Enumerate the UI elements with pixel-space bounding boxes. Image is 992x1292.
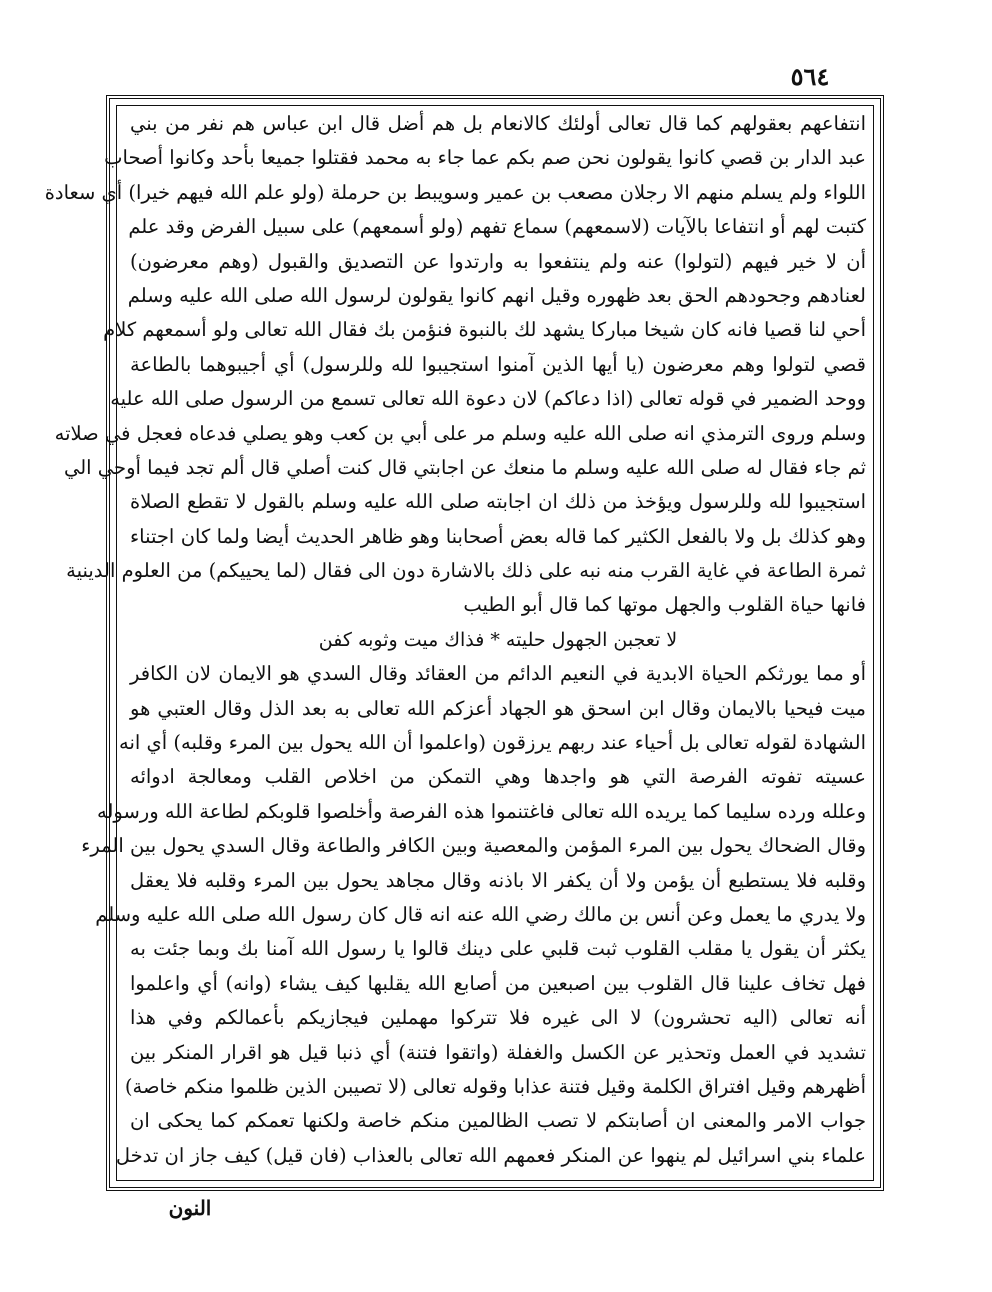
page-frame	[44, 95, 884, 1191]
text-line: ووحد الضمير في قوله تعالى (اذا دعاكم) لان دعوة الله تعالى تسمع من الرسول صلى الله عليه	[110, 387, 866, 411]
text-line: ميت فيحيا بالايمان وقال ابن اسحق هو الجهاد أعزكم الله تعالى به بعد الذل وقال العتبي هو	[130, 696, 866, 720]
text-line: انتفاعهم بعقولهم كما قال تعالى أولئك كالانعام بل هم أضل قال ابن عباس هم نفر من بني	[130, 112, 866, 135]
text-line: الشهادة لقوله تعالى بل أحياء عند ربهم يرزقون (واعلموا أن الله يحول بين المرء وقلبه) أي انه	[119, 731, 866, 755]
text-line: أحي لنا قصيا فانه كان شيخا مباركا يشهد لك بالنبوة فنؤمن بك فقال الله تعالى ولو أسمعهم كلام	[103, 318, 866, 342]
text-line: أن لا خير فيهم (لتولوا) عنه ولم ينتفعوا به وارتدوا عن التصديق والقبول (وهم معرضون)	[130, 249, 866, 273]
text-line: تشديد في العمل وتحذير عن الكسل والغفلة (واتقوا فتنة) أي ذنبا قيل هو اقرار المنكر بين	[130, 1040, 866, 1064]
text-line: ثمرة الطاعة في غاية القرب منه نبه على ذلك بالاشارة دون الى فقال (لما يحييكم) من العلوم الدينية	[66, 559, 866, 583]
text-line: وعلله ورده سليما كما يريده الله تعالى فاغتنموا هذه الفرصة وأخلصوا قلوبكم لطاعة الله ورسوله	[96, 799, 866, 823]
text-line: وسلم وروى الترمذي انه صلى الله عليه وسلم مر على أبي بن كعب وهو يصلي فدعاه فعجل في صلاته	[54, 421, 866, 445]
text-block	[44, 107, 866, 1179]
text-line: استجيبوا لله وللرسول ويؤخذ من ذلك ان اجابته صلى الله عليه وسلم بالقول لا تقطع الصلاة	[130, 490, 866, 514]
text-line: يكثر أن يقول يا مقلب القلوب ثبت قلبي على دينك قالوا يا رسول الله آمنا بك وبما جئت به	[130, 937, 866, 961]
text-line: أو مما يورثكم الحياة الابدية في النعيم الدائم من العقائد وقال السدي هو الايمان لان الكافر	[130, 662, 866, 686]
text-line: كتبت لهم أو انتفاعا بالآيات (لاسمعهم) سماع تفهم (ولو أسمعهم) على سبيل الفرض وقد علم	[128, 215, 866, 239]
text-line: أنه تعالى (اليه تحشرون) لا الى غيره فلا تتركوا مهملين فيجازيكم بأعمالكم وفي هذا	[130, 1006, 866, 1030]
text-line: فانها حياة القلوب والجهل موتها كما قال أبو الطيب	[463, 593, 866, 617]
text-line: وقلبه فلا يستطيع أن يؤمن ولا أن يكفر الا باذنه وقال مجاهد يحول بين المرء وقلبه فلا يعقل	[130, 868, 866, 892]
text-line: ثم جاء فقال له صلى الله عليه وسلم ما منعك عن اجابتي قال كنت أصلي قال ألم تجد فيما أوحي الي	[63, 455, 866, 479]
text-line: علماء بني اسرائيل لم ينهوا عن المنكر فعمهم الله تعالى بالعذاب (فان قيل) كيف جاز ان تدخل	[115, 1143, 866, 1167]
text-line: عسيته تفوته الفرصة التي هو واجدها وهي التمكن من اخلاص القلب ومعالجة ادوائه	[130, 765, 866, 789]
text-line: جواب الامر والمعنى ان أصابتكم لا تصب الظالمين منكم خاصة ولكنها تعمكم كما يحكى ان	[130, 1109, 866, 1133]
text-line: قصي لتولوا وهم معرضون (يا أيها الذين آمنوا استجيبوا لله وللرسول) أي أجيبوهما بالطاعة	[130, 352, 866, 376]
text-line: وقال الضحاك يحول بين المرء المؤمن والمعصية وبين الكافر والطاعة وقال السدي يحول بين المرء	[81, 834, 866, 858]
catchword: النون	[168, 1196, 212, 1220]
text-line: وهو كذلك بل ولا بالفعل الكثير كما قاله بعض أصحابنا وهو ظاهر الحديث أيضا ولما كان اجتناء	[130, 524, 866, 548]
text-line: أظهرهم وقيل افتراق الكلمة وقيل فتنة عذابا وقوله تعالى (لا تصيبن الذين ظلموا منكم خاصة)	[124, 1074, 866, 1098]
text-line: ولا يدري ما يعمل وعن أنس بن مالك رضي الله عنه انه قال كان رسول الله صلى الله عليه وسلم	[95, 902, 866, 926]
text-line: فهل تخاف علينا قال القلوب بين اصبعين من أصابع الله يقلبها كيف يشاء (وانه) أي واعلموا	[130, 971, 866, 995]
page-number: ٥٦٤	[790, 62, 830, 91]
text-line: عبد الدار بن قصي كانوا يقولون نحن صم بكم عما جاء به محمد فقتلوا جميعا بأحد وكانوا أصحاب	[104, 146, 866, 170]
text-line: لعنادهم وجحودهم الحق بعد ظهوره وقيل انهم كانوا يقولون لرسول الله صلى الله عليه وسلم	[127, 283, 866, 307]
poetry-verse: لا تعجبن الجهول حليته * فذاك ميت وثوبه كفن	[318, 628, 678, 651]
text-line: اللواء ولم يسلم منهم الا رجلان مصعب بن عمير وسويبط بن حرملة (ولو علم الله فيهم خيرا) أي سعادة	[44, 180, 866, 204]
